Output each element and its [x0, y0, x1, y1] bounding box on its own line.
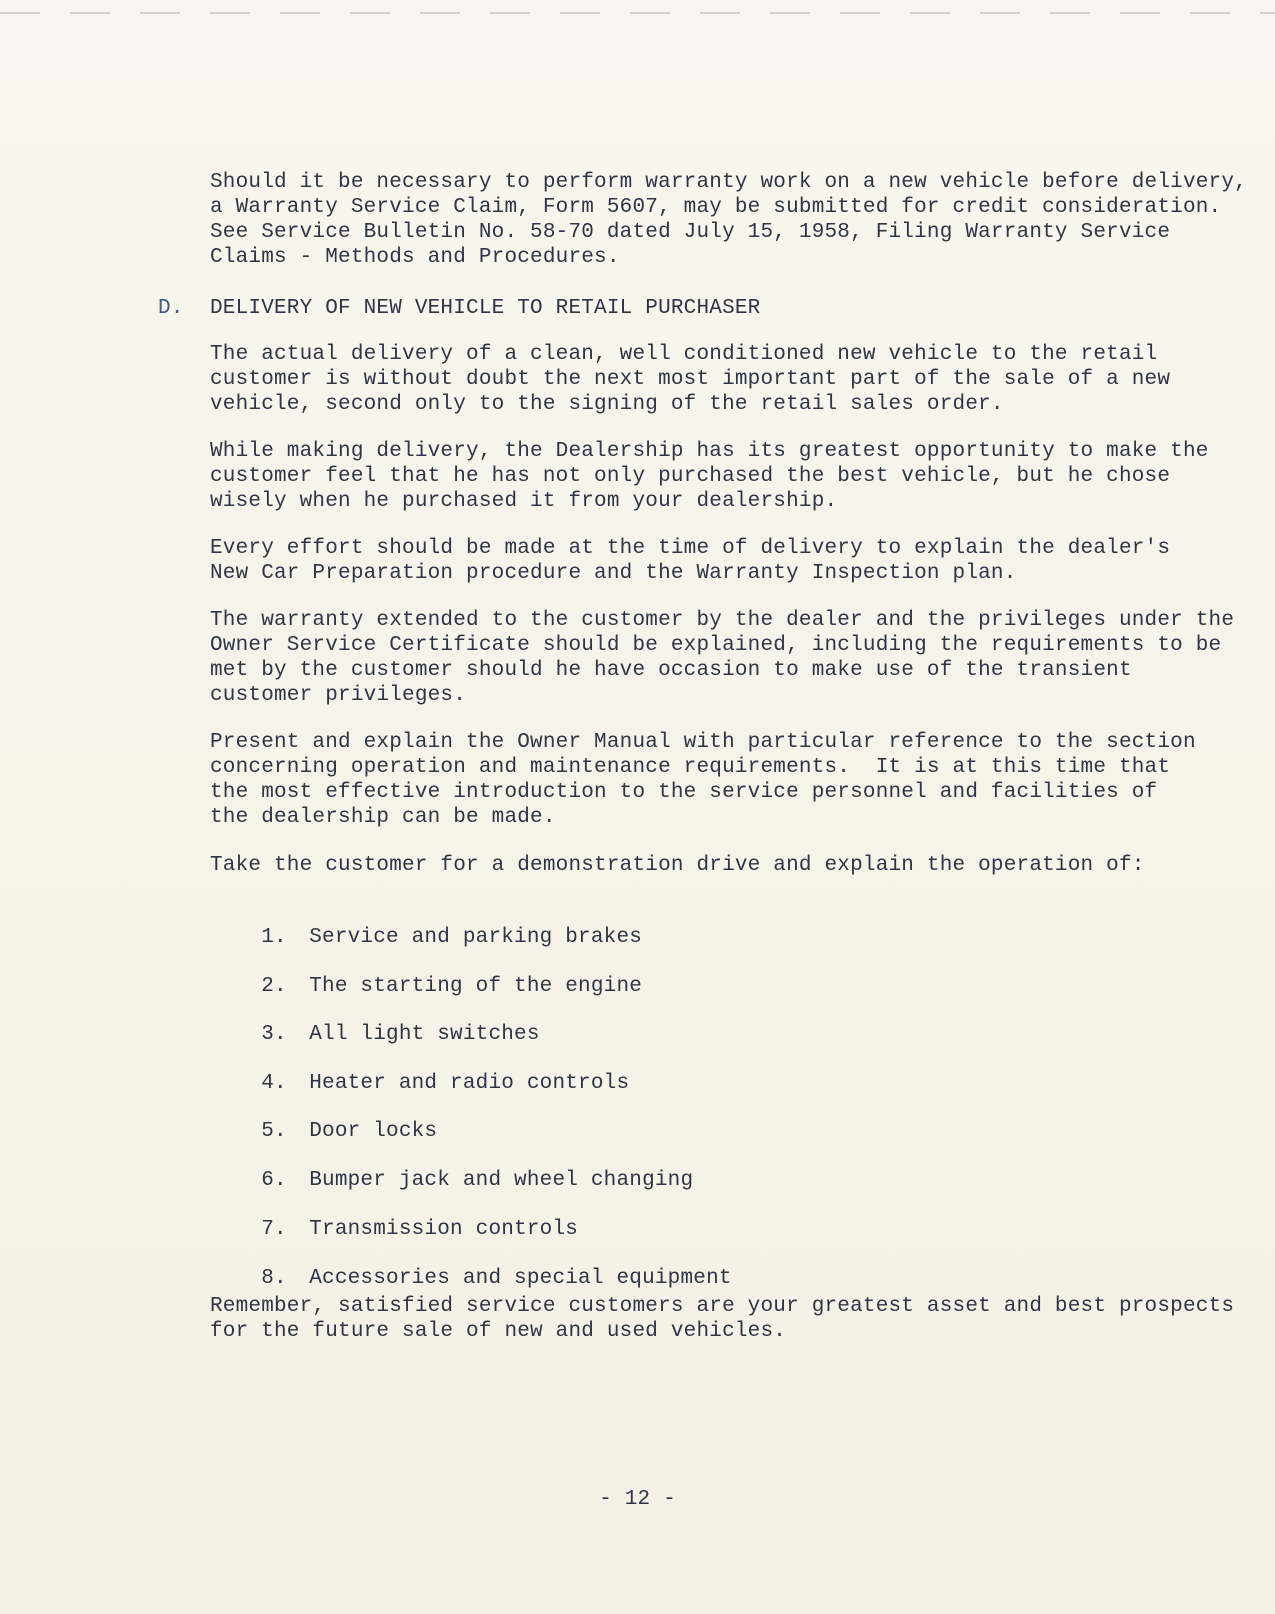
- intro-line: Claims - Methods and Procedures.: [210, 246, 620, 269]
- page-number: - 12 -: [599, 1488, 676, 1511]
- list-number: 6.: [261, 1169, 287, 1192]
- paragraph-line: customer is without doubt the next most important part of the sale of a new: [210, 368, 1171, 391]
- paragraph-line: concerning operation and maintenance requirements. It is at this time that: [210, 756, 1171, 779]
- section-title: DELIVERY OF NEW VEHICLE TO RETAIL PURCHASER: [210, 297, 761, 320]
- paragraph-line: met by the customer should he have occasion to make use of the transient: [210, 659, 1132, 682]
- paragraph-line: Every effort should be made at the time of delivery to explain the dealer's: [210, 537, 1171, 560]
- paragraph-line: Take the customer for a demonstration drive and explain the operation of:: [210, 854, 1145, 877]
- paragraph-line: wisely when he purchased it from your dealership.: [210, 490, 838, 513]
- list-number: 4.: [261, 1072, 287, 1095]
- paragraph-line: Present and explain the Owner Manual with particular reference to the section: [210, 731, 1196, 754]
- list-number: 2.: [261, 975, 287, 998]
- paragraph-demonstration: [210, 853, 1210, 878]
- section-letter: D.: [158, 297, 184, 320]
- list-text: Door locks: [309, 1120, 438, 1143]
- list-text: Heater and radio controls: [309, 1072, 630, 1095]
- paragraph-line: customer privileges.: [210, 684, 467, 707]
- paragraph-line: While making delivery, the Dealership has its greatest opportunity to make the: [210, 440, 1209, 463]
- list-text: Accessories and special equipment: [309, 1267, 732, 1290]
- list-number: 1.: [261, 926, 287, 949]
- top-edge-marks: [0, 12, 1275, 14]
- list-text: All light switches: [309, 1023, 540, 1046]
- paragraph-delivery-importance: [210, 342, 1210, 417]
- paragraph-line: Owner Service Certificate should be explained, including the requirements to be: [210, 634, 1222, 657]
- paragraph-line: Remember, satisfied service customers are your greatest asset and best prospects: [210, 1295, 1235, 1318]
- paragraph-line: customer feel that he has not only purchased the best vehicle, but he chose: [210, 465, 1171, 488]
- closing-paragraph: [210, 1294, 1235, 1344]
- paragraph-line: the dealership can be made.: [210, 806, 556, 829]
- paragraph-preparation: [210, 536, 1210, 586]
- intro-line: See Service Bulletin No. 58-70 dated July 15, 1958, Filing Warranty Service: [210, 221, 1171, 244]
- paragraph-owner-manual: [210, 730, 1210, 830]
- paragraph-line: vehicle, second only to the signing of the retail sales order.: [210, 393, 1004, 416]
- paragraph-opportunity: [210, 439, 1210, 514]
- paragraph-line: the most effective introduction to the service personnel and facilities of: [210, 781, 1158, 804]
- paragraph-warranty: [210, 608, 1235, 708]
- list-text: Bumper jack and wheel changing: [309, 1169, 694, 1192]
- intro-line: a Warranty Service Claim, Form 5607, may be submitted for credit consideration.: [210, 196, 1222, 219]
- paragraph-line: New Car Preparation procedure and the Warranty Inspection plan.: [210, 562, 1017, 585]
- intro-line: Should it be necessary to perform warranty work on a new vehicle before delivery,: [210, 171, 1247, 194]
- list-text: Service and parking brakes: [309, 926, 643, 949]
- list-text: The starting of the engine: [309, 975, 643, 998]
- list-text: Transmission controls: [309, 1218, 579, 1241]
- paragraph-line: The actual delivery of a clean, well conditioned new vehicle to the retail: [210, 343, 1158, 366]
- intro-paragraph: [210, 170, 1247, 270]
- list-number: 8.: [261, 1267, 287, 1290]
- paragraph-line: for the future sale of new and used vehicles.: [210, 1320, 787, 1343]
- paragraph-line: The warranty extended to the customer by the dealer and the privileges under the: [210, 609, 1235, 632]
- list-number: 7.: [261, 1218, 287, 1241]
- list-number: 5.: [261, 1120, 287, 1143]
- list-number: 3.: [261, 1023, 287, 1046]
